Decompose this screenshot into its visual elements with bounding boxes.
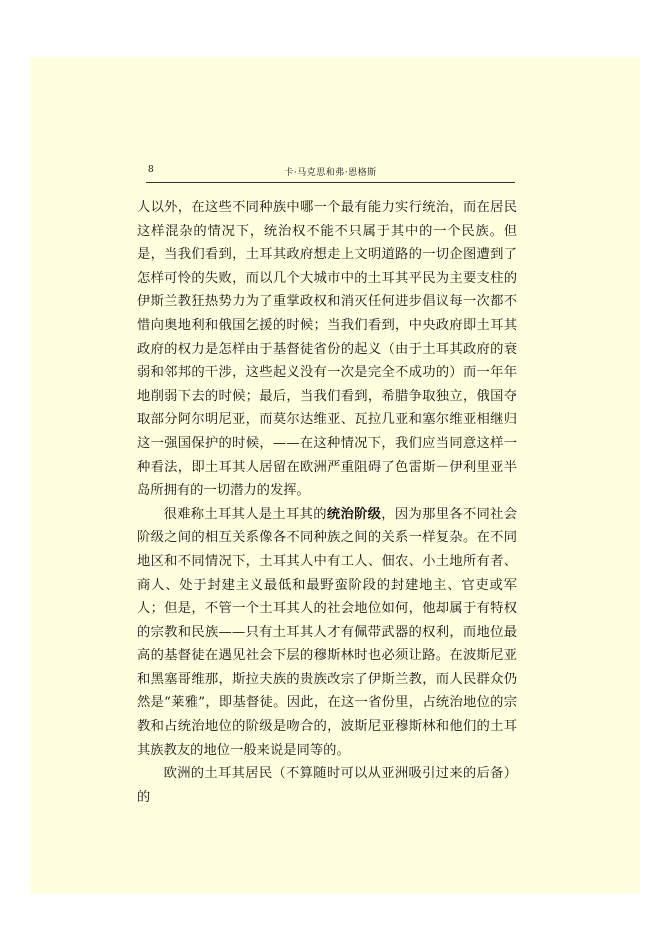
running-header	[146, 160, 515, 183]
paragraph-3: 欧洲的土耳其居民（不算随时可以从亚洲吸引过来的后备）的	[137, 766, 517, 805]
body-text	[137, 196, 517, 809]
paragraph-2-rest: ，因为那里各不同社会阶级之间的相互关系像各不同种族之间的关系一样复杂。在不同地区和不同情况下，土耳其人中有工人、佃农、小土地所有者、商人、处于封建主义最低和最野蛮阶段的封建地主、官吏或军人；但是，不管一个土耳其人的社会地位如何，他却属于有特权的宗教和民族——只有土耳其人才有佩带武器的权利，而地位最高的基督徒在遇见社会下层的穆斯林时也必须让路。在波斯尼亚和黑塞哥维那，斯拉夫族的贵族改宗了伊斯兰教，而人民群众仍然是“莱雅”，即基督徒。因此，在这一省份里，占统治地位的宗教和占统治地位的阶级是吻合的，波斯尼亚穆斯林和他们的土耳其族教友的地位一般来说是同等的。	[137, 506, 518, 758]
paragraph-2-start: 很难称土耳其人是土耳其的	[163, 506, 327, 522]
page-number: 8	[148, 165, 154, 175]
paragraph-2	[137, 503, 517, 763]
running-title: 卡·马克思和弗·恩格斯	[284, 168, 377, 178]
emphasized-term: 统治阶级	[326, 506, 382, 522]
paragraph-1: 人以外，在这些不同种族中哪一个最有能力实行统治，而在居民这样混杂的情况下，统治权不能不只属于其中的一个民族。但是，当我们看到，土耳其政府想走上文明道路的一切企图遭到了怎样可怜的失败，而以几个大城市中的土耳其平民为主要支柱的伊斯兰教狂热势力为了重掌政权和消灭任何进步倡议每一次都不惜向奥地利和俄国乞援的时候；当我们看到，中央政府即土耳其政府的权力是怎样由于基督徒省份的起义（由于土耳其政府的衰弱和邻邦的干涉，这些起义没有一次是完全不成功的）而一年年地削弱下去的时候；最后，当我们看到，希腊争取独立，俄国夺取部分阿尔明尼亚，而莫尔达维亚、瓦拉几亚和塞尔维亚相继归这一强国保护的时候，——在这种情况下，我们应当同意这样一种看法，即土耳其人居留在欧洲严重阻碍了色雷斯－伊利里亚半岛所拥有的一切潜力的发挥。	[137, 200, 517, 499]
